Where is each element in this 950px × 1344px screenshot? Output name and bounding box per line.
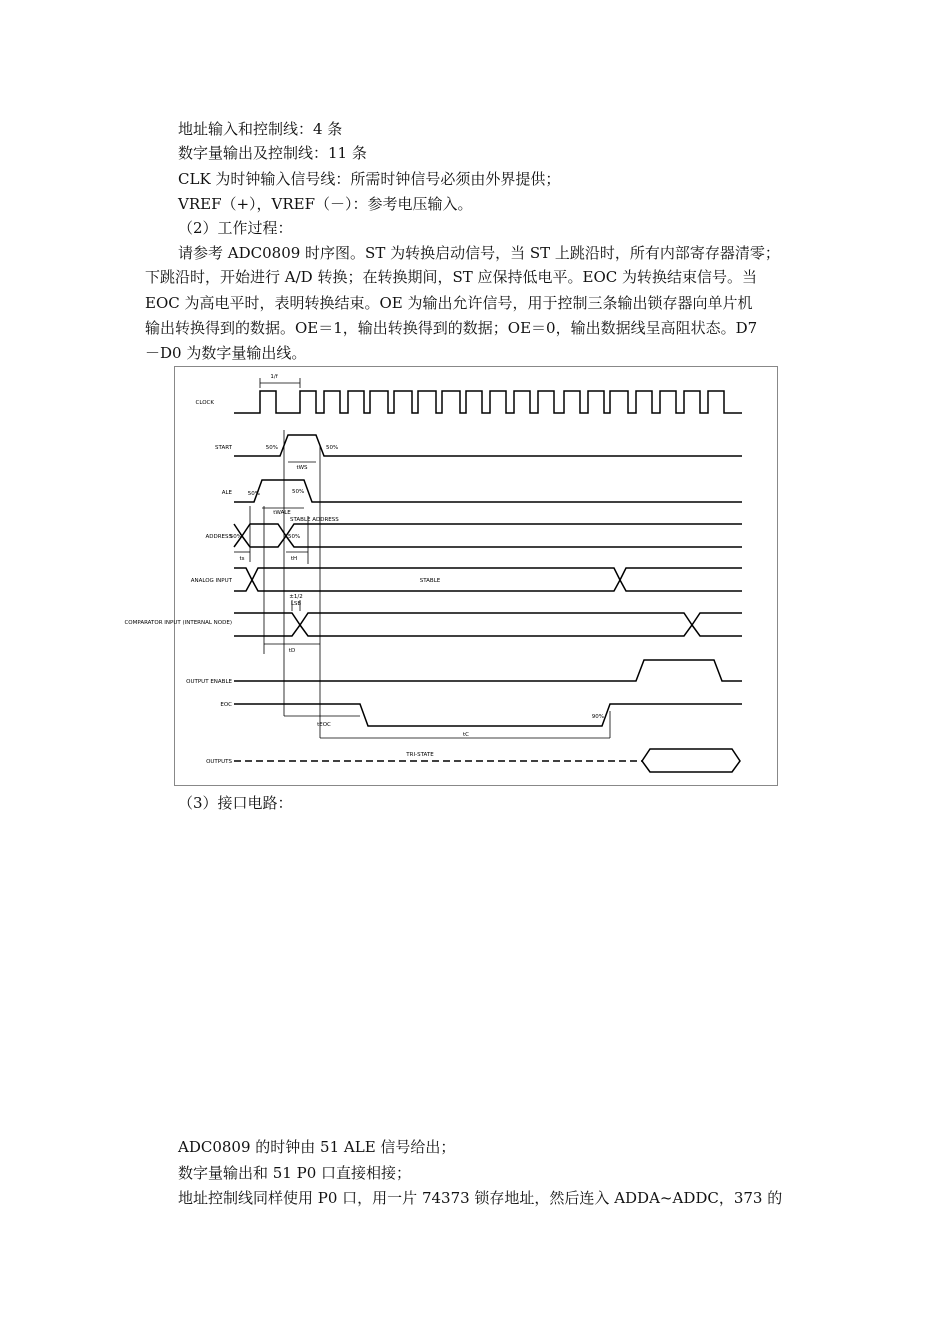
lsb-label-bottom: LSB	[290, 601, 302, 607]
text-line: 请参考 ADC0809 时序图。ST 为转换启动信号，当 ST 上跳沿时，所有内部寄存器清零；	[178, 244, 780, 262]
text-line: 地址控制线同样使用 P0 口，用一片 74373 锁存地址，然后连入 ADDA~ADDC，373 的	[178, 1189, 783, 1207]
text-line: －D0 为数字量输出线。	[145, 344, 307, 362]
addr-50-left-label: 50%	[229, 534, 242, 540]
text-line: EOC 为高电平时，表明转换结束。OE 为输出允许信号，用于控制三条输出锁存器向单片机	[145, 294, 753, 312]
text-line: 下跳沿时，开始进行 A/D 转换；在转换期间，ST 应保持低电平。EOC 为转换结束信号。当	[145, 268, 757, 286]
start-50-left-label: 50%	[265, 445, 278, 451]
text-line: CLK 为时钟输入信号线：所需时钟信号必须由外界提供；	[178, 170, 561, 188]
lsb-label-top: ±1/2	[289, 594, 303, 600]
td-label: tD	[288, 648, 296, 654]
stable-label: STABLE	[419, 578, 441, 584]
eoc-90-label: 90%	[591, 714, 604, 720]
th-label: tH	[290, 556, 298, 562]
text-line: 地址输入和控制线：4 条	[178, 120, 343, 138]
signal-label-ale: ALE	[221, 490, 232, 496]
clock-period-label: 1/f	[270, 374, 278, 380]
start-50-right-label: 50%	[326, 445, 339, 451]
tc-label: tC	[463, 732, 469, 738]
tristate-label: TRI-STATE	[406, 752, 434, 758]
signal-label-start: START	[215, 445, 232, 451]
section-heading-3: （3）接口电路：	[178, 794, 293, 812]
text-line: VREF（+），VREF（－）：参考电压输入。	[178, 195, 473, 213]
adc0809-timing-diagram	[124, 366, 778, 786]
signal-label-comparator-input: COMPARATOR INPUT (INTERNAL NODE)	[124, 620, 232, 626]
addr-50-right-label: 50%	[288, 534, 301, 540]
text-line: 输出转换得到的数据。OE＝1，输出转换得到的数据；OE＝0，输出数据线呈高阻状态。D7	[145, 319, 758, 337]
text-line: 数字量输出和 51 P0 口直接相接；	[178, 1164, 412, 1182]
ale-width-label: tWALE	[273, 510, 291, 516]
teoc-label: tEOC	[317, 722, 331, 728]
section-heading: （2）工作过程：	[178, 219, 293, 237]
start-width-label: tWS	[296, 465, 308, 471]
signal-label-clock: CLOCK	[195, 400, 214, 406]
signal-label-eoc: EOC	[220, 702, 232, 708]
ts-label: ts	[239, 556, 245, 562]
signal-label-output-enable: OUTPUT ENABLE	[186, 679, 232, 685]
signal-label-outputs: OUTPUTS	[206, 759, 232, 765]
text-line: 数字量输出及控制线：11 条	[178, 144, 367, 162]
ale-50-left-label: 50%	[247, 491, 260, 497]
ale-50-right-label: 50%	[292, 489, 305, 495]
signal-label-analog-input: ANALOG INPUT	[190, 578, 232, 584]
signal-label-address: ADDRESS	[205, 534, 232, 540]
text-line: ADC0809 的时钟由 51 ALE 信号给出；	[178, 1138, 456, 1156]
stable-address-label: STABLE ADDRESS	[290, 517, 339, 523]
